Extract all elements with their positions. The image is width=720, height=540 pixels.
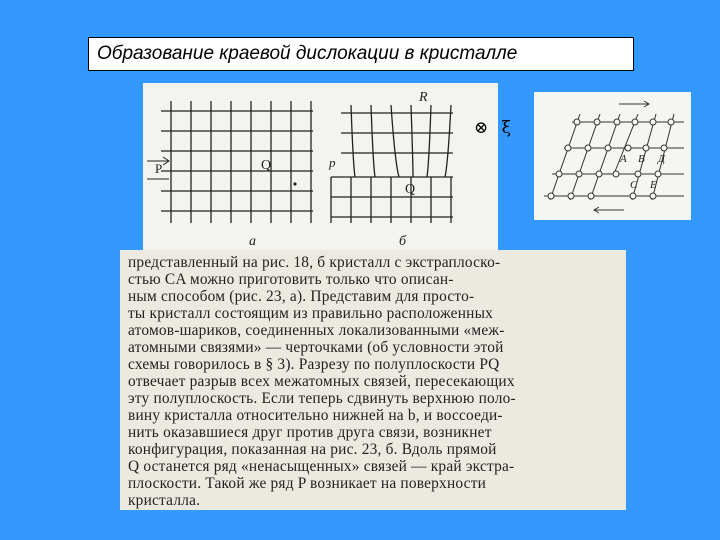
book-excerpt	[120, 250, 626, 510]
lattice-figure	[143, 83, 498, 253]
label-a: a	[249, 234, 256, 249]
atomic-lattice-diagram	[534, 92, 691, 220]
text-line: плоскости. Такой же ряд P возникает на поверхности	[128, 475, 487, 492]
lattice-diagram	[143, 83, 498, 253]
text-line: атомными связями» — черточками (об условности этой	[128, 339, 504, 356]
atomic-lattice-figure	[534, 92, 691, 220]
label-D: Д	[658, 153, 665, 165]
label-b: б	[399, 234, 407, 249]
text-line: ным способом (рис. 23, а). Представим для просто-	[128, 288, 475, 305]
text-line: кристалла.	[128, 492, 201, 509]
text-line: конфигурация, показанная на рис. 23, б. Вдоль прямой	[128, 441, 497, 458]
label-P-a: P	[155, 161, 163, 176]
slide-title: Образование краевой дислокации в кристалле	[97, 43, 518, 64]
text-line: эту полуплоскость. Если теперь сдвинуть верхнюю поло-	[128, 390, 516, 407]
lattice-a	[147, 101, 313, 223]
text-line: Q останется ряд «ненасыщенных» связей — край экстра-	[128, 458, 515, 475]
text-line: стью CA можно приготовить только что описан-	[128, 271, 454, 288]
title-box	[88, 37, 634, 71]
text-line: нить оказавшиеся друг против друга связи, возникнет	[128, 424, 492, 441]
text-line: ты кристалл состоящим из правильно расположенных	[128, 305, 494, 322]
dislocation-symbols	[474, 118, 511, 138]
text-line: атомов-шариков, соединенных локализованными «меж-	[128, 322, 505, 339]
label-Q-a: Q	[261, 158, 272, 173]
label-R: R	[419, 90, 428, 105]
xi-symbol: ξ	[501, 118, 512, 138]
text-line: отвечает разрыв всех межатомных связей, пересекающих	[128, 373, 515, 390]
text-line: представленный на рис. 18, б кристалл с экстраплоско-	[128, 254, 501, 271]
label-A: A	[620, 153, 627, 165]
text-line: схемы говорилось в § 3). Разрезу по полуплоскости PQ	[128, 356, 500, 373]
text-line: вину кристалла относительно нижней на b, и воссоеди-	[128, 407, 503, 424]
label-P-b: p	[329, 155, 336, 170]
label-C: C	[630, 179, 638, 191]
lattice-b	[331, 105, 453, 223]
label-E: E	[650, 179, 657, 191]
label-Q-b: Q	[405, 182, 416, 197]
cross-circle-icon: ⊗	[474, 118, 489, 138]
label-B: B	[638, 153, 645, 165]
